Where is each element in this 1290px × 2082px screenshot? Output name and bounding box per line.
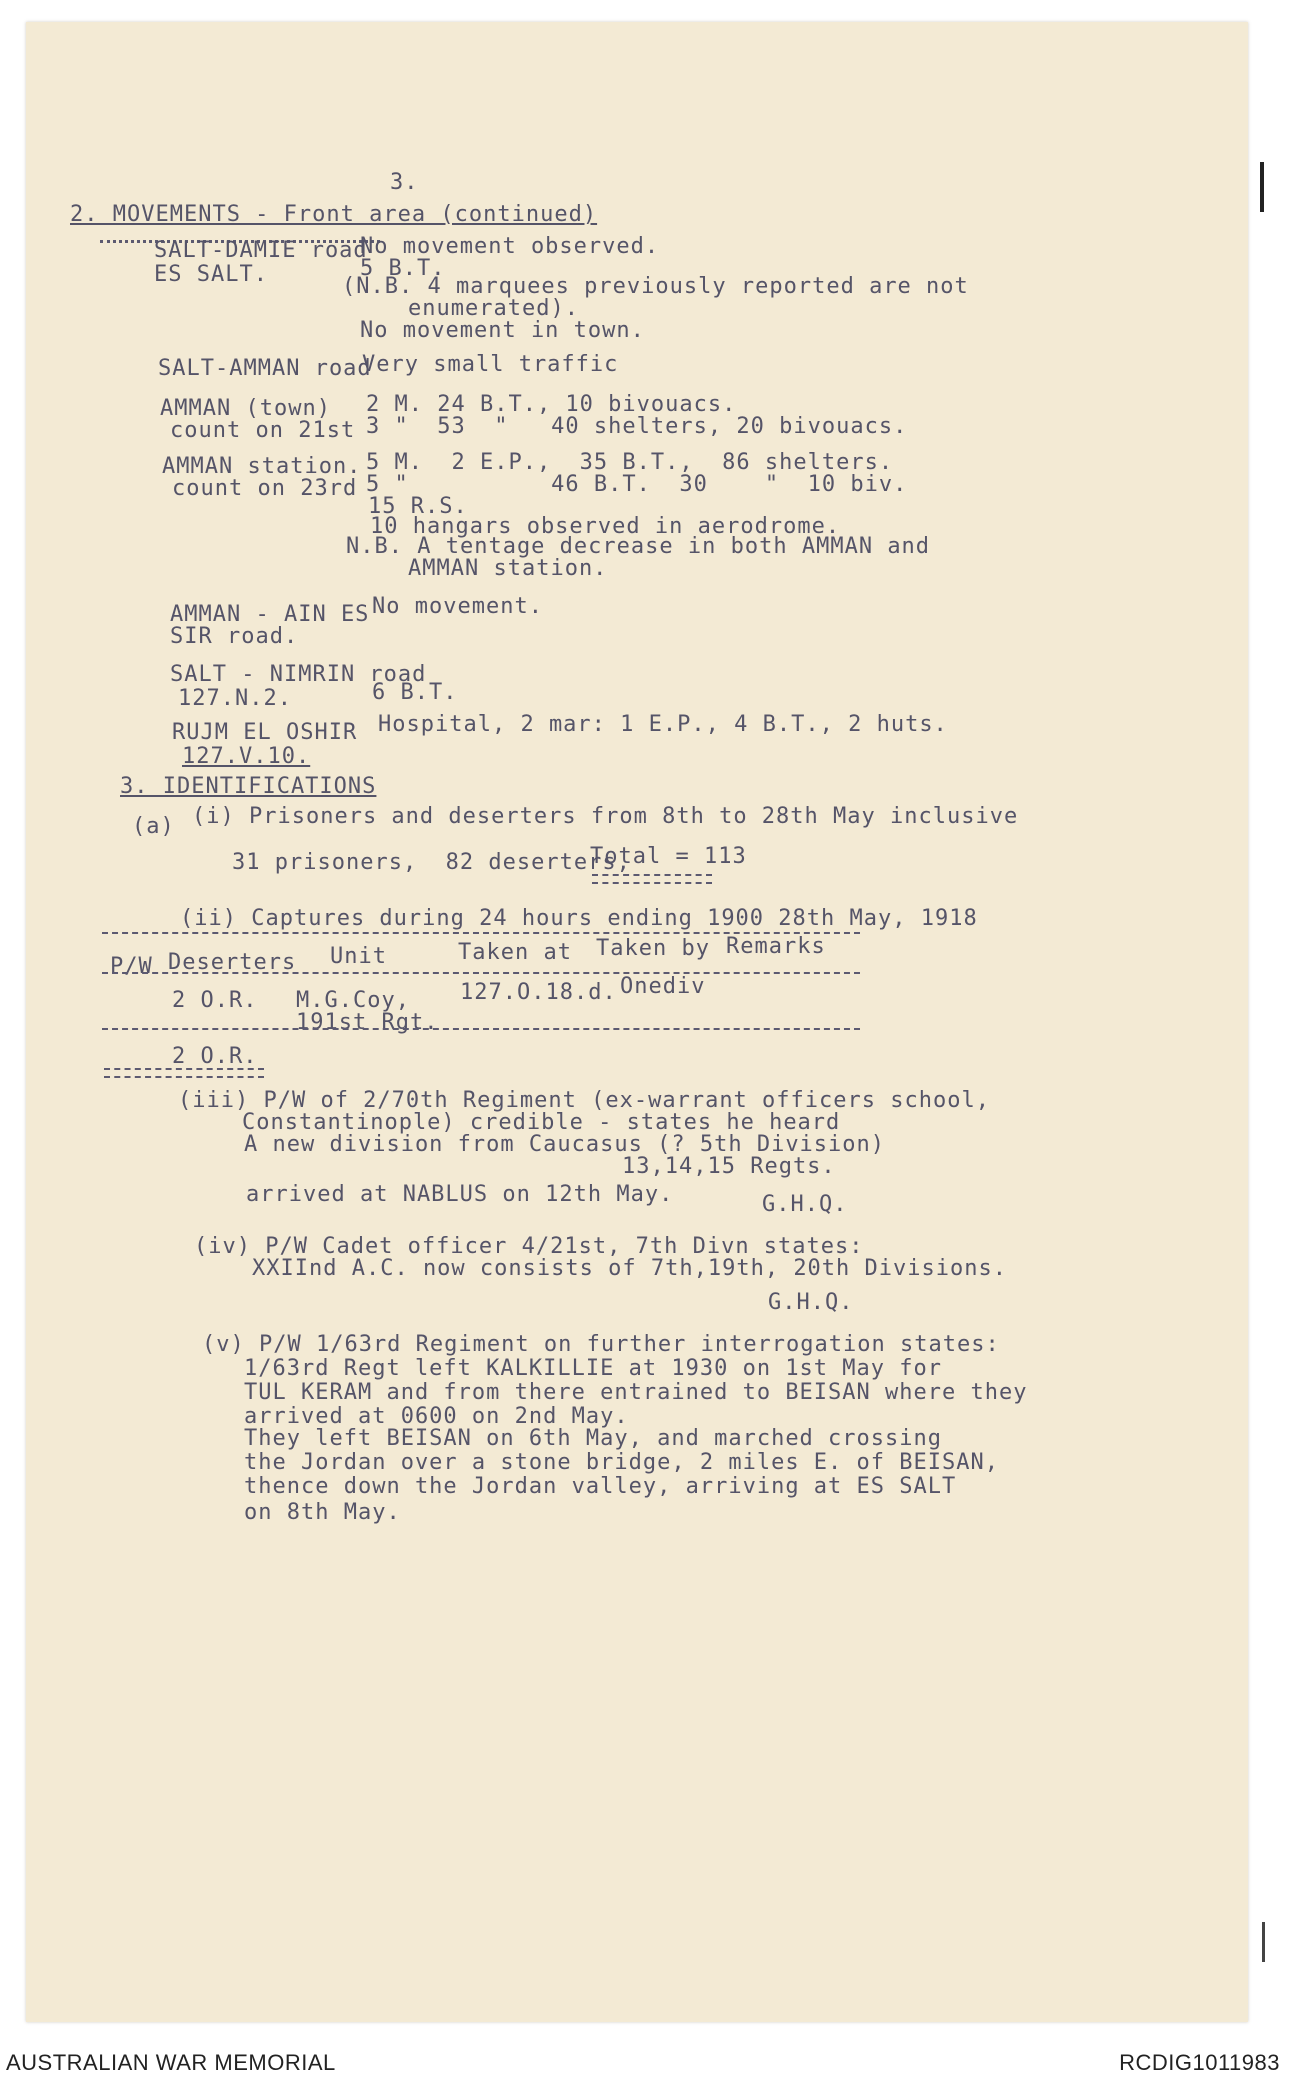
table-rule bbox=[102, 1028, 860, 1030]
identification-text: (iii) P/W of 2/70th Regiment (ex-warrant officers school, bbox=[178, 1088, 990, 1113]
identification-text: They left BEISAN on 6th May, and marched crossing bbox=[244, 1426, 943, 1451]
movement-text: 6 B.T. bbox=[372, 680, 458, 705]
identification-text: A new division from Caucasus (? 5th Division) bbox=[244, 1132, 886, 1157]
document-page bbox=[26, 22, 1248, 2022]
place-label: AMMAN - AIN ES bbox=[170, 602, 370, 627]
subsection-label: (a) bbox=[132, 814, 175, 839]
movement-text: 5 " 46 B.T. 30 " 10 biv. bbox=[366, 472, 908, 497]
movement-text: enumerated). bbox=[408, 296, 579, 321]
table-header-unit: Unit bbox=[330, 944, 387, 969]
section-heading-identifications: 3. IDENTIFICATIONS bbox=[120, 774, 377, 799]
source-reference: G.H.Q. bbox=[768, 1290, 854, 1315]
identification-text: arrived at 0600 on 2nd May. bbox=[244, 1404, 629, 1429]
place-label: AMMAN (town) bbox=[160, 396, 331, 421]
table-header-deserters: Deserters bbox=[168, 950, 297, 975]
place-label: count on 21st bbox=[170, 418, 356, 443]
footer-reference: RCDIG1011983 bbox=[1119, 2050, 1280, 2075]
place-label: SALT - NIMRIN road bbox=[170, 662, 427, 687]
table-cell-taken-at: 127.O.18.d. bbox=[460, 980, 617, 1005]
movement-text: 2 M. 24 B.T., 10 bivouacs. bbox=[366, 392, 737, 417]
movement-text: 3 " 53 " 40 shelters, 20 bivouacs. bbox=[366, 414, 908, 439]
identification-text: on 8th May. bbox=[244, 1500, 401, 1525]
table-header-taken-at: Taken at bbox=[458, 940, 572, 965]
identification-text: thence down the Jordan valley, arriving at ES SALT bbox=[244, 1474, 957, 1499]
page-number: 3. bbox=[390, 170, 419, 195]
identification-text: XXIInd A.C. now consists of 7th,19th, 20th Divisions. bbox=[252, 1256, 1007, 1281]
table-cell-unit: M.G.Coy, bbox=[296, 988, 410, 1013]
place-label: ES SALT. bbox=[154, 262, 268, 287]
source-reference: G.H.Q. bbox=[762, 1192, 848, 1217]
identification-text: TUL KERAM and from there entrained to BEISAN where they bbox=[244, 1380, 1028, 1405]
identification-text: Constantinople) credible - states he heard bbox=[242, 1110, 841, 1135]
table-total: 2 O.R. bbox=[172, 1044, 258, 1069]
identification-text: (ii) Captures during 24 hours ending 1900 28th May, 1918 bbox=[180, 906, 978, 931]
table-cell-unit: 191st Rgt. bbox=[296, 1010, 439, 1035]
place-label: RUJM EL OSHIR bbox=[172, 720, 358, 745]
movement-text: No movement in town. bbox=[360, 318, 645, 343]
double-rule bbox=[592, 874, 712, 884]
movement-text: N.B. A tentage decrease in both AMMAN and bbox=[346, 534, 931, 559]
identification-text: the Jordan over a stone bridge, 2 miles E. of BEISAN, bbox=[244, 1450, 999, 1475]
movement-text: Hospital, 2 mar: 1 E.P., 4 B.T., 2 huts. bbox=[378, 712, 948, 737]
identification-text: arrived at NABLUS on 12th May. bbox=[246, 1182, 674, 1207]
place-label: SALT-DAMIE road bbox=[154, 238, 368, 263]
footer-source: AUSTRALIAN WAR MEMORIAL bbox=[6, 2050, 336, 2075]
double-rule bbox=[104, 1068, 264, 1078]
movement-text: 5 M. 2 E.P., 35 B.T., 86 shelters. bbox=[366, 450, 894, 475]
table-cell-deserters: 2 O.R. bbox=[172, 988, 258, 1013]
movement-text: 5 B.T. bbox=[360, 256, 446, 281]
page-edge-mark bbox=[1260, 162, 1264, 212]
movement-text: 10 hangars observed in aerodrome. bbox=[370, 514, 841, 539]
place-label: SALT-AMMAN road bbox=[158, 356, 372, 381]
movement-text: AMMAN station. bbox=[408, 556, 608, 581]
table-cell-taken-by: Onediv bbox=[620, 974, 706, 999]
movement-text: No movement. bbox=[372, 594, 543, 619]
archive-footer bbox=[0, 2044, 1290, 2082]
place-label: 127.N.2. bbox=[178, 686, 292, 711]
movement-text: No movement observed. bbox=[360, 234, 660, 259]
movement-text: (N.B. 4 marquees previously reported are not bbox=[342, 274, 969, 299]
table-header-taken-by: Taken by bbox=[596, 936, 710, 961]
table-rule bbox=[102, 972, 860, 974]
identification-text: (v) P/W 1/63rd Regiment on further interrogation states: bbox=[202, 1332, 1000, 1357]
place-label: count on 23rd bbox=[172, 476, 358, 501]
identification-text: 13,14,15 Regts. bbox=[622, 1154, 836, 1179]
identification-text: (i) Prisoners and deserters from 8th to 28th May inclusive bbox=[192, 804, 1019, 829]
identification-text: 1/63rd Regt left KALKILLIE at 1930 on 1st May for bbox=[244, 1356, 943, 1381]
identification-counts: 31 prisoners, 82 deserters, bbox=[232, 850, 631, 875]
section-heading-movements: 2. MOVEMENTS - Front area (continued) bbox=[70, 202, 598, 227]
place-label: 127.V.10. bbox=[182, 744, 311, 769]
identification-text: (iv) P/W Cadet officer 4/21st, 7th Divn states: bbox=[194, 1234, 864, 1259]
identification-total: Total = 113 bbox=[590, 844, 747, 869]
place-label: AMMAN station. bbox=[162, 454, 362, 479]
movement-text: Very small traffic bbox=[362, 352, 619, 377]
table-header-pw: P/W bbox=[110, 954, 153, 979]
place-label: SIR road. bbox=[170, 624, 299, 649]
table-header-remarks: Remarks bbox=[726, 934, 826, 959]
page-edge-mark bbox=[1262, 1922, 1265, 1962]
movement-text: 15 R.S. bbox=[368, 494, 468, 519]
